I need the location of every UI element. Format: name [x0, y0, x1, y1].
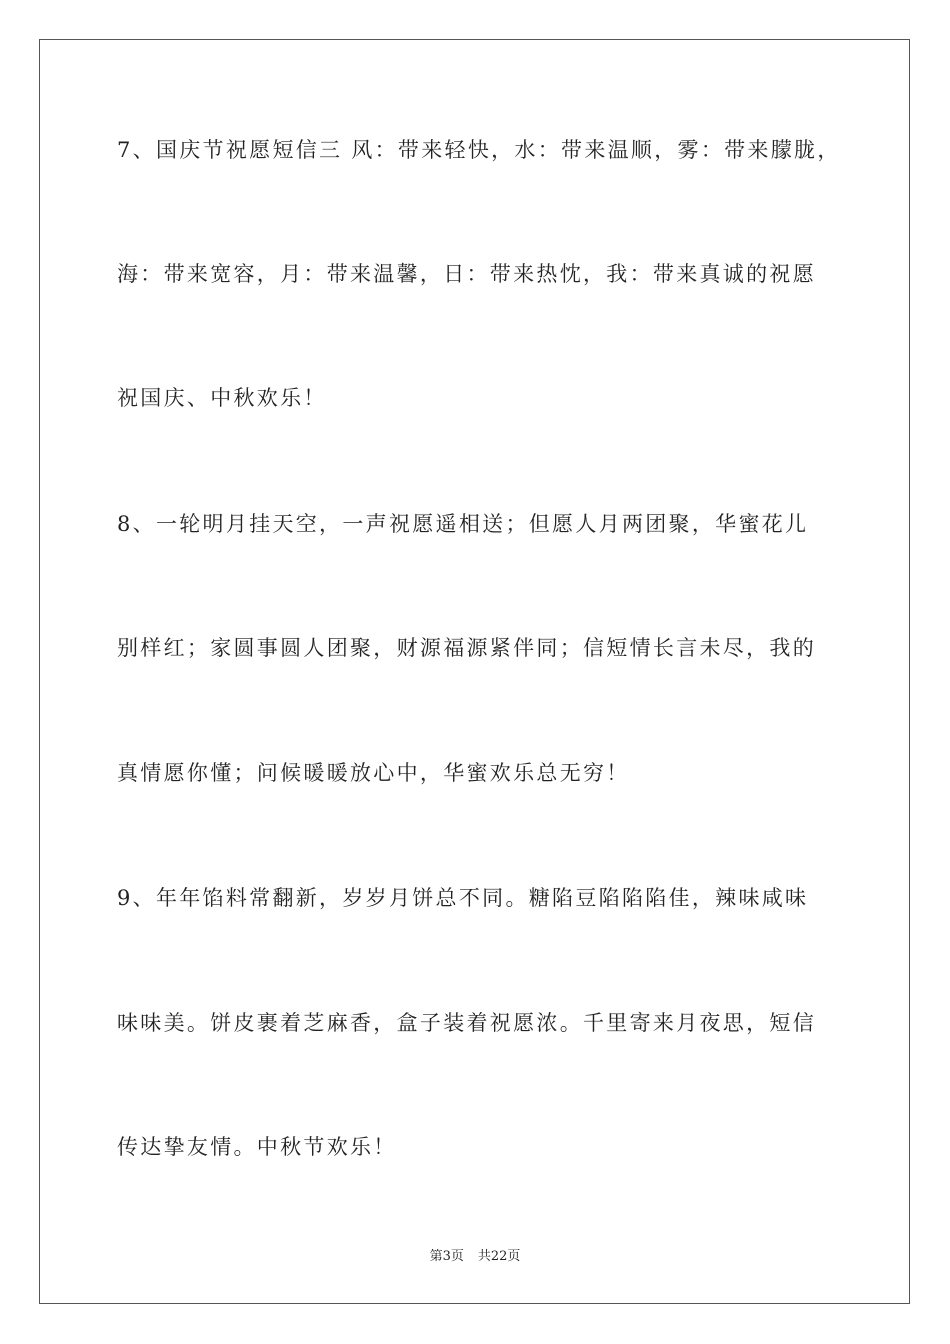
page-number: 第3页 [429, 1249, 464, 1264]
paragraph-8-line-1: 8、一轮明月挂天空，一声祝愿遥相送；但愿人月两团聚，华蜜花儿 [117, 512, 809, 536]
page-total: 共22页 [477, 1249, 521, 1264]
paragraph-7-line-3: 祝国庆、中秋欢乐！ [117, 386, 327, 410]
paragraph-9-line-2: 味味美。饼皮裹着芝麻香，盒子装着祝愿浓。千里寄来月夜思，短信 [117, 1011, 816, 1035]
paragraph-8-line-3: 真情愿你懂；问候暖暖放心中，华蜜欢乐总无穷！ [117, 761, 630, 785]
paragraph-9-line-3: 传达挚友情。中秋节欢乐！ [117, 1135, 397, 1159]
paragraph-8-line-2: 别样红；家圆事圆人团聚，财源福源紧伴同；信短情长言未尽，我的 [117, 636, 816, 660]
paragraph-7-line-2: 海：带来宽容，月：带来温馨，日：带来热忱，我：带来真诚的祝愿 [117, 262, 816, 286]
paragraph-9-line-1: 9、年年馅料常翻新，岁岁月饼总不同。糖陷豆陷陷陷佳，辣味咸味 [117, 886, 809, 910]
page-border [39, 39, 910, 1304]
page-footer [0, 1248, 950, 1266]
paragraph-7-line-1: 7、国庆节祝愿短信三 风：带来轻快，水：带来温顺，雾：带来朦胧， [117, 138, 841, 162]
